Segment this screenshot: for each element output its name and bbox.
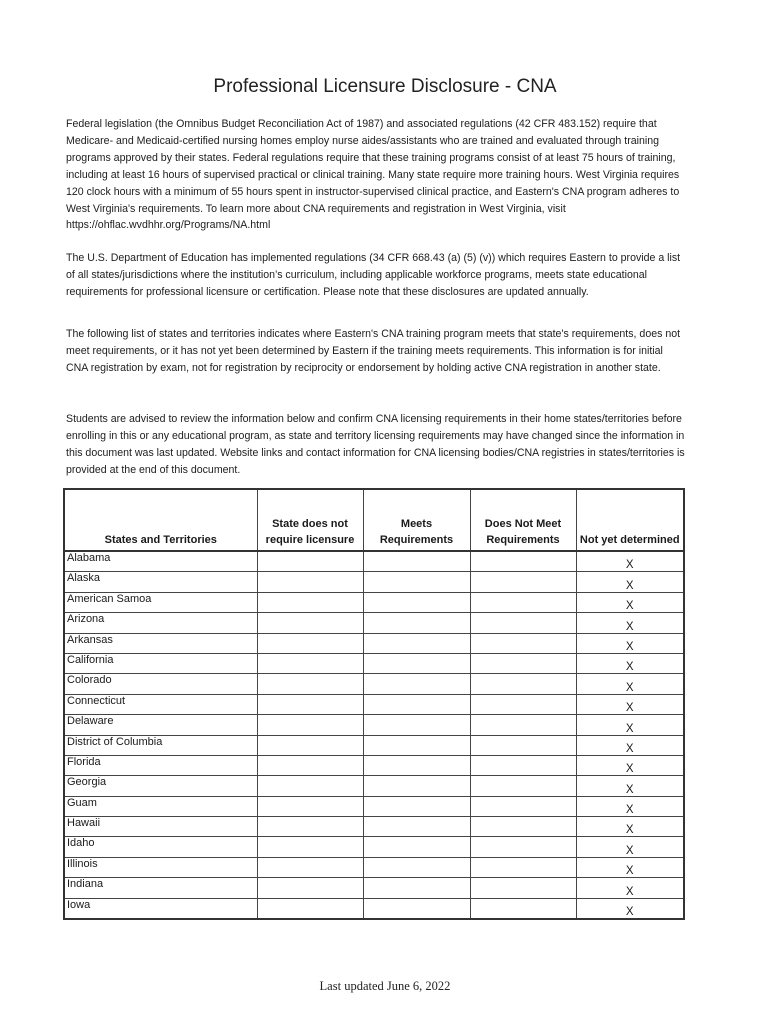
intro-paragraph-advice: Students are advised to review the information below and confirm CNA licensing requirements in their home states/territories before enrolling in this or any educational program, as state and territory licensing requirements may have changed since the information in this document was last updated. Website links and contact information for CNA licensing bodies/CNA registries in states/territories is provided at the end of this document. [66, 413, 685, 476]
cell-not-yet-mark: X [576, 592, 684, 612]
cell-not-meet [470, 878, 576, 898]
cell-no-license [257, 857, 363, 877]
state-name: Colorado [64, 674, 257, 694]
intro-paragraph-list-explanation: The following list of states and territories indicates where Eastern's CNA training program meets that state's requirements, does not meet requirements, or it has not yet been determined by Eastern if the training meets requirements. This information is for initial CNA registration by exam, not for registration by reciprocity or endorsement by holding active CNA registration in another state. [66, 328, 681, 374]
cell-meets [363, 633, 470, 653]
cell-not-meet [470, 592, 576, 612]
cell-no-license [257, 817, 363, 837]
cell-no-license [257, 735, 363, 755]
cell-not-yet-mark: X [576, 857, 684, 877]
table-row [64, 878, 684, 898]
intro-paragraph-doe: The U.S. Department of Education has implemented regulations (34 CFR 668.43 (a) (5) (v)) which requires Eastern to provide a list of all states/jurisdictions where the institution’s curriculum, including applicable workforce programs, meets state educational requirements for professional licensure or certification. Please note that these disclosures are updated annually. [66, 252, 681, 298]
cell-meets [363, 715, 470, 735]
cell-meets [363, 613, 470, 633]
state-name: Hawaii [64, 817, 257, 837]
cell-meets [363, 551, 470, 572]
cell-no-license [257, 878, 363, 898]
cell-meets [363, 776, 470, 796]
cell-not-meet [470, 837, 576, 857]
state-name: Illinois [64, 857, 257, 877]
cell-meets [363, 674, 470, 694]
cell-not-meet [470, 613, 576, 633]
header-states: States and Territories [64, 489, 257, 551]
cell-not-meet [470, 674, 576, 694]
table-row [64, 837, 684, 857]
state-name: American Samoa [64, 592, 257, 612]
cell-meets [363, 592, 470, 612]
cell-not-yet-mark: X [576, 735, 684, 755]
cell-no-license [257, 776, 363, 796]
state-name: Delaware [64, 715, 257, 735]
state-name: Idaho [64, 837, 257, 857]
table-header-row [64, 489, 684, 551]
table-row [64, 551, 684, 572]
table-row [64, 633, 684, 653]
cell-not-yet-mark: X [576, 572, 684, 592]
table-row [64, 613, 684, 633]
cell-no-license [257, 837, 363, 857]
cell-no-license [257, 715, 363, 735]
cell-not-yet-mark: X [576, 776, 684, 796]
cell-not-yet-mark: X [576, 715, 684, 735]
header-meets: Meets Requirements [363, 489, 470, 551]
table-row [64, 817, 684, 837]
cell-not-yet-mark: X [576, 674, 684, 694]
cell-not-meet [470, 551, 576, 572]
cell-not-meet [470, 817, 576, 837]
cell-not-meet [470, 735, 576, 755]
state-name: Alaska [64, 572, 257, 592]
cell-not-meet [470, 715, 576, 735]
table-row [64, 592, 684, 612]
cell-not-yet-mark: X [576, 633, 684, 653]
table-row [64, 674, 684, 694]
table-row [64, 735, 684, 755]
state-name: Guam [64, 796, 257, 816]
cell-no-license [257, 674, 363, 694]
cell-meets [363, 572, 470, 592]
licensure-table [63, 488, 685, 920]
cell-no-license [257, 572, 363, 592]
cell-not-meet [470, 633, 576, 653]
cell-meets [363, 857, 470, 877]
cell-not-meet [470, 755, 576, 775]
cell-not-yet-mark: X [576, 613, 684, 633]
cell-not-yet-mark: X [576, 837, 684, 857]
table-row [64, 776, 684, 796]
state-name: Iowa [64, 898, 257, 919]
state-name: Arizona [64, 613, 257, 633]
table-row [64, 572, 684, 592]
cell-not-meet [470, 572, 576, 592]
table-row [64, 755, 684, 775]
state-name: Indiana [64, 878, 257, 898]
state-name: California [64, 653, 257, 673]
cell-no-license [257, 551, 363, 572]
cell-not-yet-mark: X [576, 551, 684, 572]
table-row [64, 796, 684, 816]
cell-not-meet [470, 694, 576, 714]
state-name: Georgia [64, 776, 257, 796]
cell-no-license [257, 633, 363, 653]
cell-meets [363, 837, 470, 857]
state-name: District of Columbia [64, 735, 257, 755]
state-name: Arkansas [64, 633, 257, 653]
table-row [64, 694, 684, 714]
cell-not-yet-mark: X [576, 898, 684, 919]
cell-meets [363, 735, 470, 755]
cell-not-yet-mark: X [576, 653, 684, 673]
cell-not-yet-mark: X [576, 878, 684, 898]
last-updated: Last updated June 6, 2022 [319, 979, 451, 993]
cell-no-license [257, 796, 363, 816]
cell-meets [363, 796, 470, 816]
cell-not-meet [470, 898, 576, 919]
state-name: Connecticut [64, 694, 257, 714]
cell-no-license [257, 653, 363, 673]
cell-meets [363, 878, 470, 898]
cell-no-license [257, 694, 363, 714]
cell-not-meet [470, 653, 576, 673]
header-not-yet: Not yet determined [576, 489, 684, 551]
cell-no-license [257, 592, 363, 612]
cell-not-yet-mark: X [576, 796, 684, 816]
cell-not-meet [470, 796, 576, 816]
page-title: Professional Licensure Disclosure - CNA [213, 76, 557, 97]
table-row [64, 857, 684, 877]
header-no-license: State does not require licensure [257, 489, 363, 551]
table-row [64, 653, 684, 673]
cell-not-meet [470, 857, 576, 877]
cell-meets [363, 653, 470, 673]
state-name: Florida [64, 755, 257, 775]
cell-not-meet [470, 776, 576, 796]
cell-meets [363, 898, 470, 919]
table-row [64, 898, 684, 919]
header-not-meet: Does Not Meet Requirements [470, 489, 576, 551]
cell-meets [363, 817, 470, 837]
cell-not-yet-mark: X [576, 755, 684, 775]
cell-no-license [257, 613, 363, 633]
cell-not-yet-mark: X [576, 694, 684, 714]
cell-meets [363, 694, 470, 714]
table-row [64, 715, 684, 735]
cell-meets [363, 755, 470, 775]
intro-paragraph-federal: Federal legislation (the Omnibus Budget Reconciliation Act of 1987) and associated regulations (42 CFR 483.152) require that Medicare- and Medicaid-certified nursing homes employ nurse aides/assistants who are trained and evaluated through training programs approved by their states. Federal regulations require that these training programs consist of at least 75 hours of training, including at least 16 hours of supervised practical or clinical training. Many state require more training hours. West Virginia requires 120 clock hours with a minimum of 55 hours spent in instructor-supervised clinical practice, and Eastern's CNA program adheres to West Virginia's requirements. To learn more about CNA requirements and registration in West Virginia, visit https://ohflac.wvdhhr.org/Programs/NA.html [66, 118, 680, 232]
cell-not-yet-mark: X [576, 817, 684, 837]
cell-no-license [257, 755, 363, 775]
cell-no-license [257, 898, 363, 919]
state-name: Alabama [64, 551, 257, 572]
